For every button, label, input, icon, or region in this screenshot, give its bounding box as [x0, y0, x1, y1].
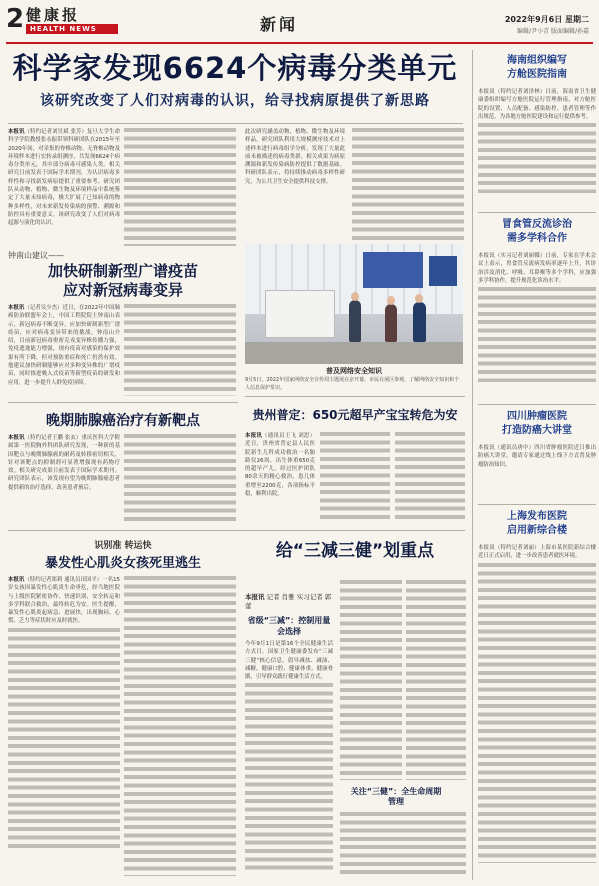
- lung-headline: 晚期肺腺癌治疗有新靶点: [46, 413, 200, 429]
- right-body-1: [478, 88, 596, 210]
- right-headline-2b: 需多学科合作: [507, 233, 567, 244]
- right-text-1: 本报讯（特约记者刘泽林）日前，海南省卫生健康委组织编写方舱医院运行管理指南，对方舱医院的设置、人员配备、感染防控、患者管理等作出规范，为各地方舱医院建设和运行提供参考。: [478, 89, 596, 120]
- divider: [478, 504, 596, 505]
- divider: [245, 396, 465, 397]
- reduce-byline-line: [245, 592, 333, 610]
- issue-date: 2022年9月6日 星期二: [504, 15, 589, 24]
- right-text-4: 本报讯（特约记者刘丽）上海市某医院新综合楼近日正式启用，进一步改善患者就医环境。: [478, 545, 596, 560]
- page-number: 2: [6, 4, 25, 34]
- photo-caption-title: 普及网络安全知识: [326, 367, 382, 375]
- vaccine-headline-2: 应对新冠病毒变异: [62, 281, 183, 299]
- right-headline-3: 四川肿瘤医院: [507, 411, 567, 422]
- column-divider: [472, 50, 473, 880]
- reduce-headline: 给“三减三健”划重点: [275, 541, 435, 561]
- right-headline-2: 冒食管反流诊治: [502, 219, 572, 230]
- right-body-4: [478, 544, 596, 878]
- divider: [8, 123, 463, 124]
- reduce-byline: 本报讯: [245, 593, 265, 601]
- reduce-body-col-2: [340, 580, 402, 780]
- lung-body-col-1: [8, 434, 120, 524]
- right-body-3: [478, 444, 596, 500]
- lung-byline: 本报讯: [8, 435, 25, 441]
- right-headline-1: 海南组织编写: [507, 55, 567, 66]
- lead-body-col-2: [124, 128, 236, 246]
- reduce-subhead-1: 省级“三减”：控制用量 会选择: [247, 616, 331, 636]
- right-text-3: 本报讯（通讯员唐中）四川省肿瘤医院近日推出防癌大讲堂，邀请专家通过线上线下方式普及肿瘤防治知识。: [478, 445, 596, 468]
- lead-body-col-1: [8, 128, 120, 246]
- baby-headline: 贵州普定：650元超早产宝宝转危为安: [252, 408, 458, 422]
- vaccine-kicker: 钟南山建议——: [8, 251, 64, 260]
- right-headline-1b: 方舱医院指南: [507, 69, 567, 80]
- reduce-body-col-3: [406, 580, 466, 780]
- newspaper-logo: 健康报: [26, 6, 81, 24]
- myocarditis-headline: 暴发性心肌炎女孩死里逃生: [44, 556, 201, 571]
- right-body-2: [478, 252, 596, 402]
- divider: [8, 402, 238, 403]
- vaccine-body-col-1: [8, 304, 120, 396]
- article-mid-col-1: [245, 128, 345, 240]
- reduce-body-col-1: [245, 640, 333, 876]
- divider: [478, 212, 596, 213]
- masthead: [6, 4, 593, 44]
- reduce-body-text: 今年9月1日是第16个全民健康生活方式日，国家卫生健康委发布“三减三健”核心信息，倡导减盐、减油、减糖，健康口腔、健康体重、健康骨骼，引导群众践行健康生活方式。: [245, 641, 333, 681]
- lead-text: （特约记者刘昱斌 张芳）复旦大学生命科学学院教授张永振带领科研团队在2015年至2020年间，对采集的脊椎动物、无脊椎动物及环境样本进行宏转录组测序，共发现6624个病毒分类单元，其中部分病毒可感染人类。相关研究日前发表于国际学术期刊，为认识病毒多样性和寻找新发病原提供了重要参考。研究团队从动物、植物、微生物及环境样品中系统鉴定了大量未知病毒，极大扩展了已知病毒的物种多样性，对未来新发传染病的预警、溯源和防控具有重要意义。该研究改变了人们对病毒起源与演化的认识。: [8, 129, 120, 227]
- myocarditis-text: （特约记者郑莉 通讯员田国平）一名15岁女孩因暴发性心肌炎生命垂危，经当地医院与上级医院紧密协作、快速识别、安全转运和多学科联合救治，最终转危为安。医生提醒，暴发性心肌炎起病急、进展快，出现胸闷、心慌、乏力等症状时应及时就医。: [8, 577, 120, 625]
- article-mid-col-2: [352, 128, 464, 240]
- newspaper-logo-sub: HEALTH NEWS: [26, 24, 118, 34]
- right-headline-4b: 启用新综合楼: [507, 525, 567, 536]
- right-text-2: 本报讯（实习记者刘丽娜）日前，专家在学术会议上表示，胃食管反流病发病率逐年上升，其诊治涉及消化、呼吸、耳鼻喉等多个学科，应加强多学科协作，提升规范化诊治水平。: [478, 253, 596, 284]
- article-mid-text: 此次研究涵盖动物、植物、微生物及环境样品，研究团队利用大规模测序技术对上述样本进行病毒组学分析，发现了大量此前未被描述的病毒类群。相关成果为病原溯源和新发传染病防控提供了数据基础。科研团队表示，将持续推动病毒多样性研究，为公共卫生安全提供科技支撑。: [245, 129, 345, 185]
- vaccine-headline: 加快研制新型广谱疫苗: [47, 262, 198, 280]
- baby-body-col-1: [245, 432, 315, 522]
- right-headline-4: 上海发布医院: [507, 511, 567, 522]
- vaccine-byline: 本报讯: [8, 305, 25, 311]
- divider: [478, 404, 596, 405]
- lead-headline-block: [0, 50, 470, 110]
- news-photo: [245, 244, 463, 364]
- vaccine-text: （记者吴少杰）近日，在2022年中国肺癌防治联盟年会上，中国工程院院士钟南山表示，新冠病毒不断变异，应加快研制新型广谱疫苗，应对病毒变异带来的挑战。钟南山介绍，目前新冠病毒奥密克戎变异株传播力强，免疫逃逸能力增强，现有疫苗对感染的保护效果有所下降，但对预防重症和死亡仍然有效。他建议加快研制能够应对多种变异株的广谱疫苗，同时推进吸入式疫苗等新型疫苗的研发和应用，进一步提升人群免疫屏障。: [8, 305, 120, 386]
- editor-credit: 编辑/尹小青 版面编辑/孙嘉: [517, 28, 589, 35]
- right-headline-3b: 打造防癌大讲堂: [502, 425, 572, 436]
- photo-caption: 9月5日，2022年国家网络安全宣传周主题展在京开幕，市民在展区参观，了解网络安全知识和个人信息保护常识。: [245, 377, 460, 391]
- divider: [8, 530, 465, 531]
- baby-text: （通讯员王飞 刘思）近日，贵州省普定县人民医院新生儿科成功救治一名胎龄仅26周、出生体重650克的超早产儿。经过医护团队80余天的精心救治，患儿体重增至2200克，各项指标平稳，顺利出院。: [245, 433, 315, 498]
- vaccine-body-col-2: [124, 304, 236, 396]
- baby-byline: 本报讯: [245, 433, 263, 439]
- myocarditis-body-col-2: [124, 576, 236, 876]
- baby-body-col-3: [395, 432, 465, 522]
- lung-body-col-2: [124, 434, 236, 524]
- myocarditis-byline: 本报讯: [8, 577, 25, 583]
- reduce-body-col-4: [340, 812, 466, 876]
- lead-headline: 科学家发现6624个病毒分类单元: [12, 51, 458, 85]
- section-name: 新闻: [260, 15, 299, 34]
- myocarditis-body-col-1: [8, 576, 120, 876]
- lung-text: （特约记者王鹏 张玄）重庆医科大学附属第一医院胸外科团队研究发现，一种新的基因靶点与晚期肺腺癌的耐药及转移密切相关，针对该靶点的抑制剂可显著增强现有药物疗效。相关研究成果日前发表于国际学术期刊。研究团队表示，该发现有望为晚期肺腺癌患者提供新的治疗选择，改善患者预后。: [8, 435, 120, 491]
- reduce-credit: 记者 肖雅 实习记者 郭蕾: [245, 593, 332, 610]
- reduce-subhead-2: 关注“三健”：全生命周期管理: [350, 787, 442, 806]
- baby-body-col-2: [320, 432, 390, 522]
- lead-byline: 本报讯: [8, 129, 25, 135]
- myocarditis-kicker: 识别准 转运快: [94, 541, 152, 551]
- lead-subhead: 该研究改变了人们对病毒的认识，给寻找病原提供了新思路: [40, 93, 430, 109]
